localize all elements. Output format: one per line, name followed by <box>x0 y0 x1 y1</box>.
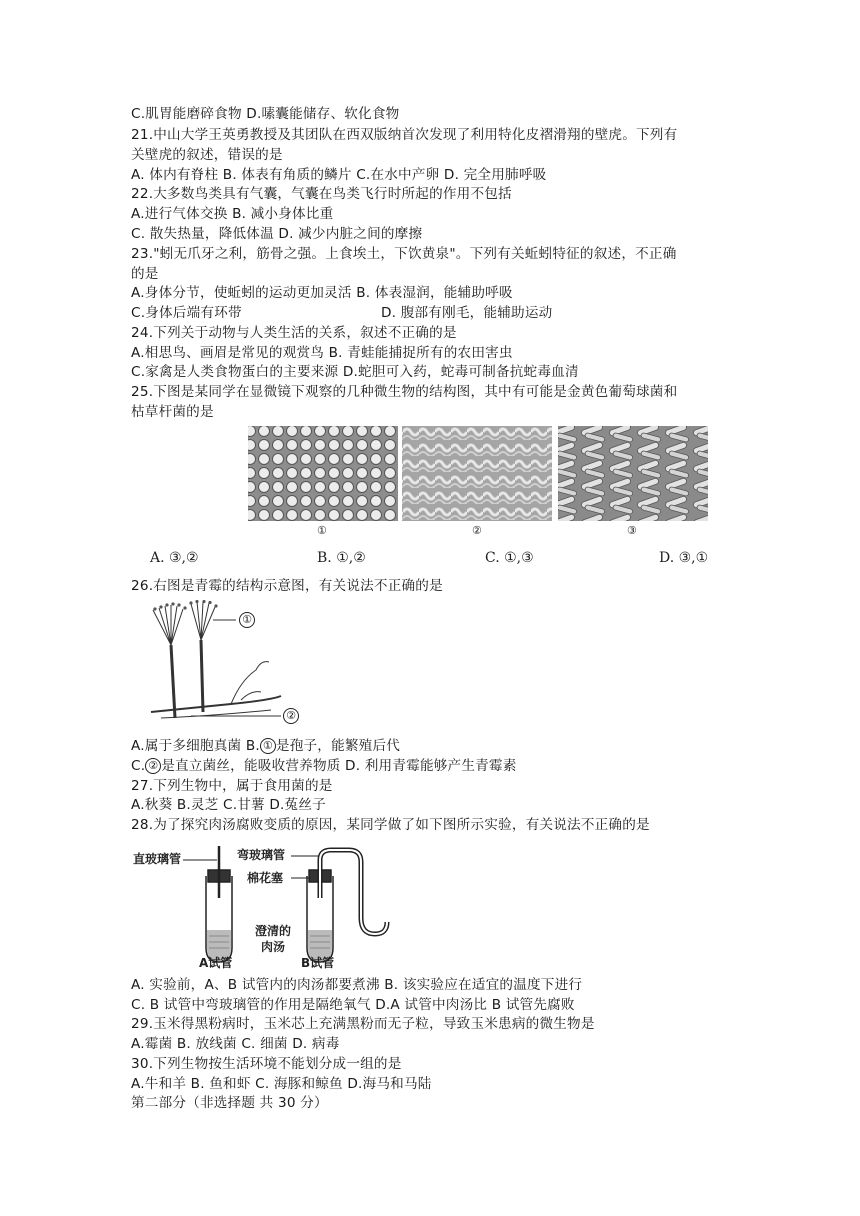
q25-option-b: B. ①,② <box>317 550 366 566</box>
q22-options-ab: A.进行气体交换 B. 减小身体比重 <box>131 206 334 222</box>
circled-1: ① <box>260 738 276 754</box>
label-tube-b: B试管 <box>301 956 335 970</box>
q23-option-d: D. 腹部有刚毛，能辅助运动 <box>381 305 553 321</box>
penicillium-diagram <box>131 600 311 730</box>
q26-options-ab <box>131 736 400 756</box>
question-29: 29.玉米得黑粉病时，玉米芯上充满黑粉而无子粒，导致玉米患病的微生物是 <box>131 1016 595 1032</box>
label-clear-broth-2: 肉汤 <box>261 940 286 954</box>
micrographs-svg <box>131 424 731 574</box>
q24-options-cd: C.家禽是人类食物蛋白的主要来源 D.蛇胆可入药，蛇毒可制备抗蛇毒血清 <box>131 364 579 380</box>
q26-text-c: C. <box>131 758 146 774</box>
question-21: 21.中山大学王英勇教授及其团队在西双版纳首次发现了利用特化皮褶滑翔的壁虎。下列有 <box>131 127 678 143</box>
micrograph-3 <box>558 426 708 521</box>
text-line: C.肌胃能磨碎食物 D.嗉囊能储存、软化食物 <box>131 106 400 122</box>
question-27: 27.下列生物中，属于食用菌的是 <box>131 778 333 794</box>
q27-options: A.秋葵 B.灵芝 C.甘薯 D.菟丝子 <box>131 797 326 813</box>
question-26: 26.右图是青霉的结构示意图，有关说法不正确的是 <box>131 578 443 594</box>
q26-text-b: 是孢子，能繁殖后代 <box>275 738 401 754</box>
question-22: 22.大多数鸟类具有气囊，气囊在鸟类飞行时所起的作用不包括 <box>131 186 512 202</box>
q24-options-ab: A.相思鸟、画眉是常见的观赏鸟 B. 青蛙能捕捉所有的农田害虫 <box>131 345 513 361</box>
q23-options-ab: A.身体分节，使蚯蚓的运动更加灵活 B. 体表湿润，能辅助呼吸 <box>131 285 513 301</box>
q25-option-c: C. ①,③ <box>485 550 534 566</box>
label-cotton-plug: 棉花塞 <box>247 871 284 885</box>
label-tube-a: A试管 <box>199 956 233 970</box>
q30-options: A.牛和羊 B. 鱼和虾 C. 海豚和鲸鱼 D.海马和马陆 <box>131 1076 432 1092</box>
q25-option-a: A. ③,② <box>150 550 199 566</box>
text-line: 关壁虎的叙述，错误的是 <box>131 147 283 163</box>
question-24: 24.下列关于动物与人类生活的关系，叙述不正确的是 <box>131 325 457 341</box>
broth-experiment-diagram <box>131 838 411 970</box>
section-heading: 第二部分（非选择题 共 30 分） <box>131 1095 328 1111</box>
q26-text-a: A.属于多细胞真菌 B. <box>131 738 260 754</box>
text-line: 枯草杆菌的是 <box>131 404 214 420</box>
text-line: 的是 <box>131 266 159 282</box>
micrograph-2 <box>402 426 552 521</box>
label-straight-tube: 直玻璃管 <box>133 852 182 866</box>
label-clear-broth-1: 澄清的 <box>255 924 292 938</box>
q21-options: A. 体内有脊柱 B. 体表有角质的鳞片 C.在水中产卵 D. 完全用肺呼吸 <box>131 167 547 183</box>
question-28: 28.为了探究肉汤腐败变质的原因，某同学做了如下图所示实验，有关说法不正确的是 <box>131 817 650 833</box>
micrograph-1-label: ① <box>317 524 327 537</box>
q26-options-cd <box>131 756 517 776</box>
q25-option-d: D. ③,① <box>659 550 709 566</box>
label-2-hyphae: ② <box>283 708 299 724</box>
micrograph-3-label: ③ <box>627 524 637 537</box>
q28-options-cd: C. B 试管中弯玻璃管的作用是隔绝氧气 D.A 试管中肉汤比 B 试管先腐败 <box>131 997 575 1013</box>
circled-2: ② <box>145 758 161 774</box>
q29-options: A.霉菌 B. 放线菌 C. 细菌 D. 病毒 <box>131 1036 340 1052</box>
q26-text-d: 是直立菌丝，能吸收营养物质 D. 利用青霉能够产生青霉素 <box>161 758 517 774</box>
question-30: 30.下列生物按生活环境不能划分成一组的是 <box>131 1056 402 1072</box>
q23-option-c: C.身体后端有环带 <box>131 305 242 321</box>
q22-options-cd: C. 散失热量，降低体温 D. 减少内脏之间的摩擦 <box>131 226 423 242</box>
question-23: 23."蚓无爪牙之利，筋骨之强。上食埃土，下饮黄泉"。下列有关蚯蚓特征的叙述，不正确 <box>131 246 677 262</box>
question-25: 25.下图是某同学在显微镜下观察的几种微生物的结构图，其中有可能是金黄色葡萄球菌和 <box>131 384 678 400</box>
label-bent-tube: 弯玻璃管 <box>237 848 286 862</box>
micrograph-figure <box>131 424 731 574</box>
q28-options-ab: A. 实验前，A、B 试管内的肉汤都要煮沸 B. 该实验应在适宜的温度下进行 <box>131 977 583 993</box>
micrograph-1 <box>248 426 398 521</box>
micrograph-2-label: ② <box>472 524 482 537</box>
label-1-spores: ① <box>239 612 255 628</box>
